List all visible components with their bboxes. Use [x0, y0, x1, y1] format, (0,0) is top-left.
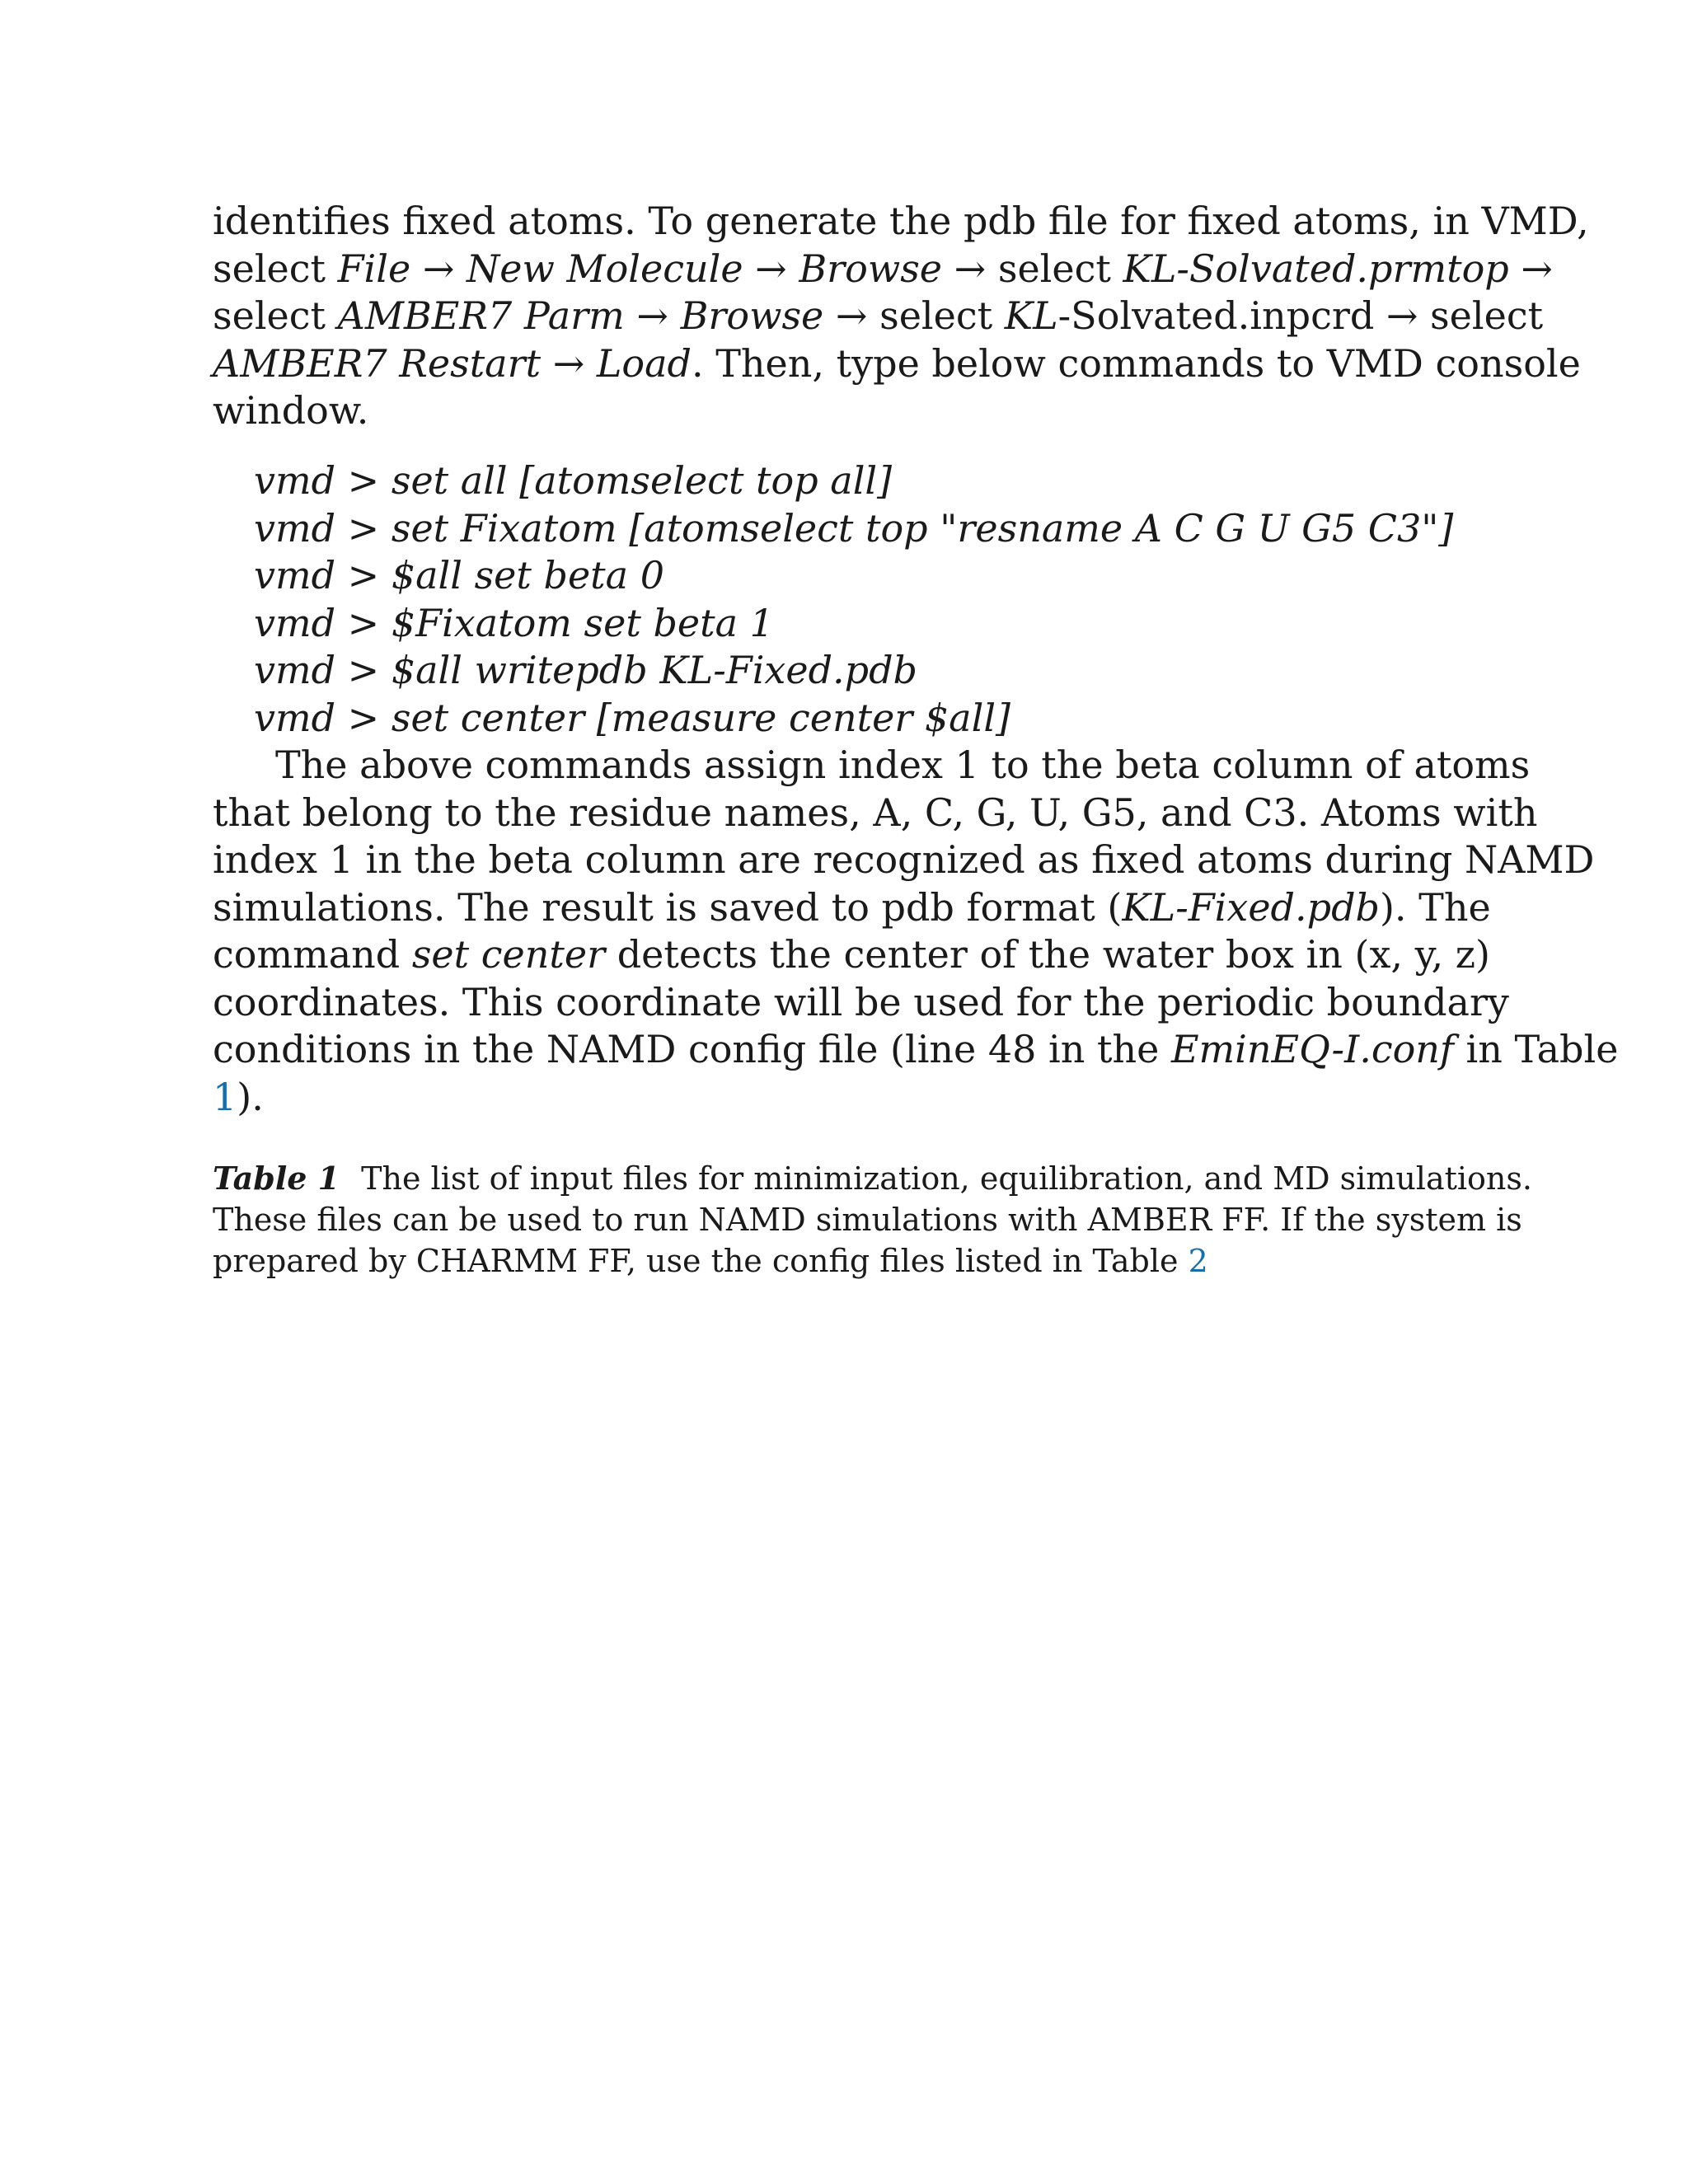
intro-line-2: select File → New Molecule → Browse → select KL-Solvated.prmtop → [213, 246, 1553, 291]
command-line: vmd > $all writepdb KL-Fixed.pdb [254, 648, 917, 692]
explanation-line-4: simulations. The result is saved to pdb format (KL-Fixed.pdb). The [213, 884, 1491, 930]
caption-line-3: prepared by CHARMM FF, use the config files listed in Table 2 [213, 1243, 1208, 1279]
table-label: Table 1 [213, 1160, 340, 1197]
table-caption [213, 1158, 1532, 1282]
intro-line-4: AMBER7 Restart → Load. Then, type below commands to VMD console [213, 340, 1581, 386]
command-line: vmd > set Fixatom [atomselect top "resname A C G U G5 C3"] [254, 505, 1454, 551]
explanation-line-3: index 1 in the beta column are recognized as fixed atoms during NAMD [213, 837, 1595, 882]
intro-line-5: window. [213, 388, 369, 433]
table-2-link[interactable]: 2 [1188, 1243, 1208, 1279]
explanation-line-7: conditions in the NAMD config file (line 48 in the EminEQ-I.conf in Table [213, 1027, 1619, 1071]
command-line: vmd > set all [atomselect top all] [254, 458, 893, 503]
command-line: vmd > $Fixatom set beta 1 [254, 600, 774, 645]
table-1-link[interactable]: 1 [213, 1074, 237, 1119]
intro-paragraph [213, 198, 1589, 435]
caption-line-1: Table 1 The list of input files for minimization, equilibration, and MD simulations. [213, 1160, 1532, 1197]
explanation-line-6: coordinates. This coordinate will be used for the periodic boundary [213, 979, 1509, 1024]
intro-line-1: identifies fixed atoms. To generate the pdb file for fixed atoms, in VMD, [213, 199, 1589, 243]
command-line: vmd > $all set beta 0 [254, 553, 664, 598]
explanation-line-1: The above commands assign index 1 to the beta column of atoms [275, 743, 1531, 787]
caption-line-2: These files can be used to run NAMD simulations with AMBER FF. If the system is [213, 1202, 1522, 1238]
explanation-line-8: 1). [213, 1074, 264, 1119]
intro-line-3: select AMBER7 Parm → Browse → select KL-Solvated.inpcrd → select [213, 293, 1544, 338]
explanation-paragraph [213, 742, 1619, 1121]
explanation-line-5: command set center detects the center of the water box in (x, y, z) [213, 932, 1490, 977]
vmd-command-block [254, 457, 1454, 742]
explanation-line-2: that belong to the residue names, A, C, G, U, G5, and C3. Atoms with [213, 790, 1538, 835]
command-line: vmd > set center [measure center $all] [254, 695, 1010, 740]
